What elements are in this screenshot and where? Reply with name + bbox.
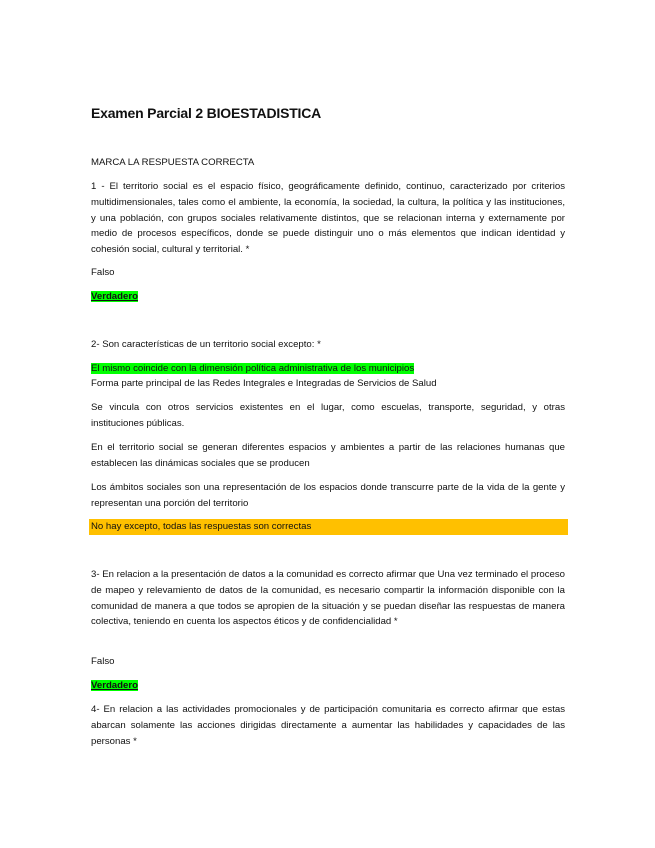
instruction: MARCA LA RESPUESTA CORRECTA [91,157,255,168]
question-1: 1 - El territorio social es el espacio físico, geográficamente definido, continuo, caracterizado por criterios multidimensionales, tales como el ambiente, la economía, la sociedad, la cultura, la política y las instituciones, y una población, con grupos sociales relativamente distintos, que se relacionan interna y externamente por medio de procesos específicos, donde se puede distinguir uno o más elementos que indican identidad y cohesión social, cultural y territorial. * [91,181,565,256]
q2-option-3: Se vincula con otros servicios existentes en el lugar, como escuelas, transporte, seguridad, y otras instituciones públicas. [91,402,565,429]
q1-option-falso: Falso [91,267,115,278]
q2-option-1-correct: El mismo coincide con la dimensión política administrativa de los municipios [91,363,415,374]
document-title: Examen Parcial 2 BIOESTADISTICA [91,105,322,121]
q2-option-5: Los ámbitos sociales son una representación de los espacios donde transcurre parte de la vida de la gente y representan una porción del territorio [91,482,565,509]
q1-option-verdadero-selected: Verdadero [91,291,138,302]
question-4: 4- En relacion a las actividades promocionales y de participación comunitaria es correcto afirmar que estas abarcan solamente las acciones dirigidas directamente a aumentar las habilidades y capacidades de las personas * [91,704,565,747]
q3-option-verdadero-selected: Verdadero [91,680,138,691]
question-2: 2- Son características de un territorio social excepto: * [91,339,321,350]
question-3: 3- En relacion a la presentación de datos a la comunidad es correcto afirmar que Una vez terminado el proceso de mapeo y relevamiento de datos de la comunidad, es necesario compartir la información disponible con la comunidad de manera a que todos se apropien de la situación y se puedan diseñar las respuestas de manera colectiva, teniendo en cuenta los aspectos éticos y de confidencialidad * [91,569,565,628]
q2-option-2: Forma parte principal de las Redes Integrales e Integradas de Servicios de Salud [91,378,437,389]
q2-option-4: En el territorio social se generan diferentes espacios y ambientes a partir de las relaciones humanas que establecen las dinámicas sociales que se producen [91,442,565,469]
q2-option-6-marked: No hay excepto, todas las respuestas son correctas [89,519,568,535]
q3-option-falso: Falso [91,656,115,667]
